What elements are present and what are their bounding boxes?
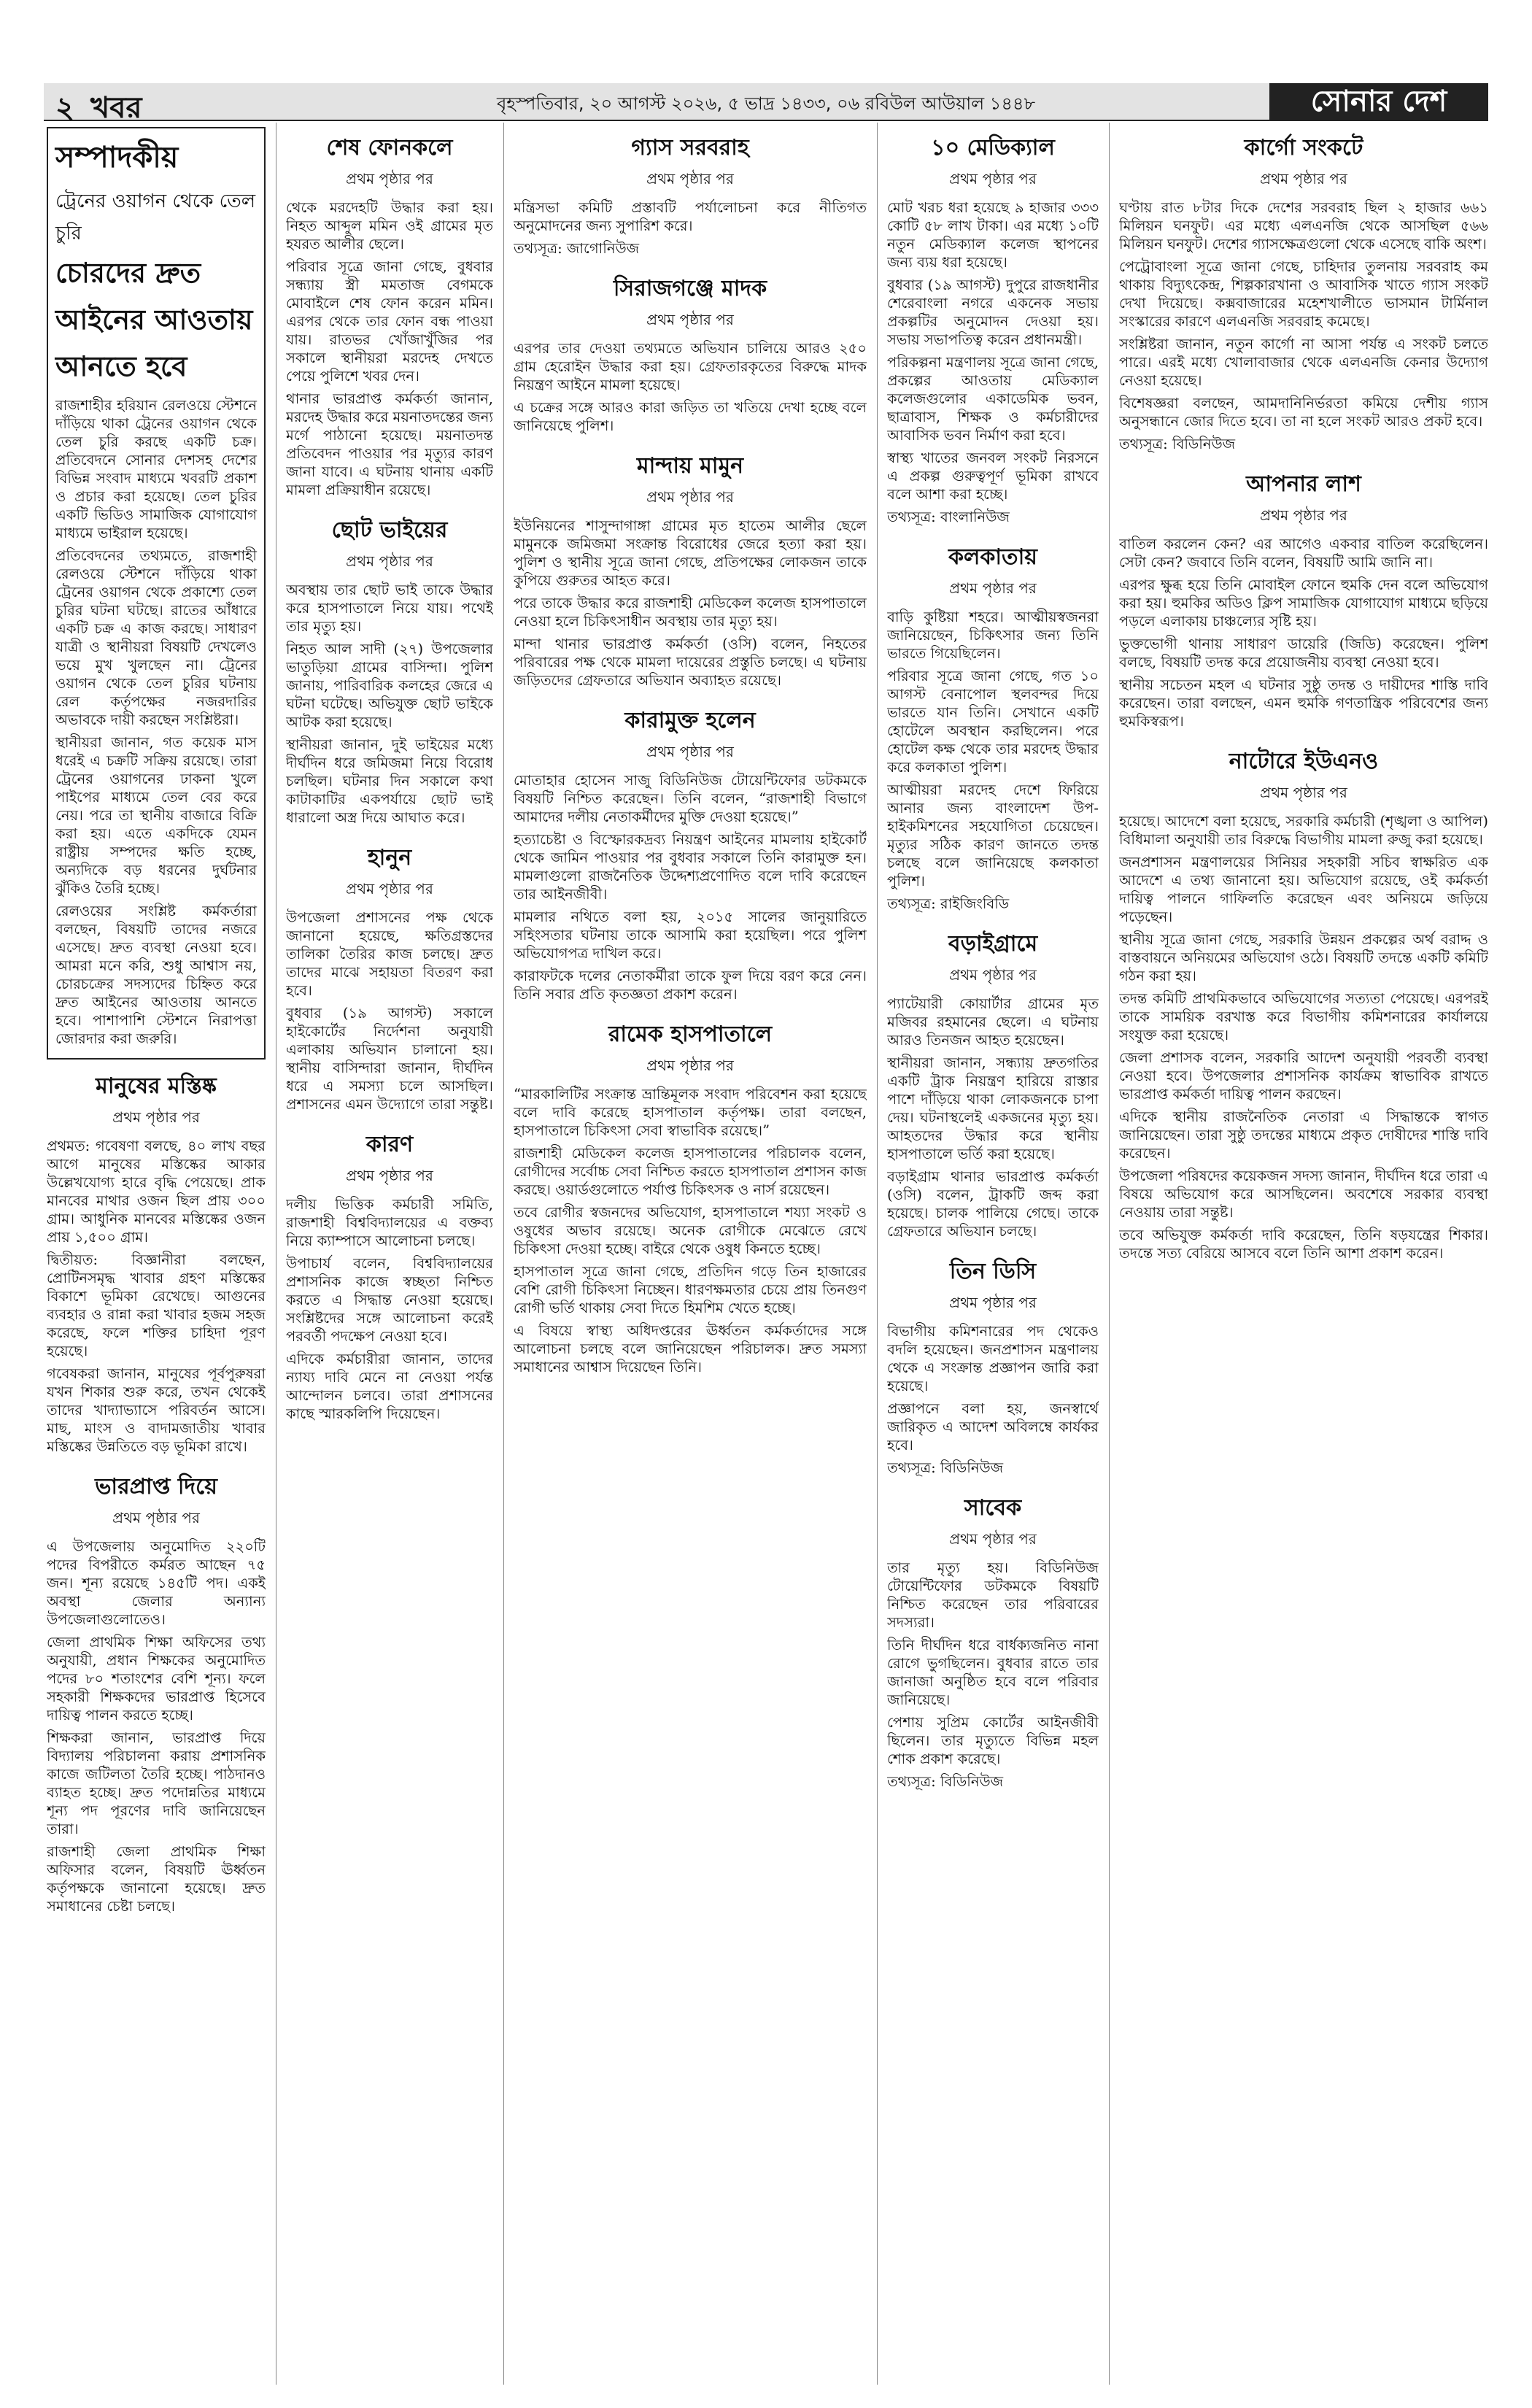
- story-corpse: [1119, 466, 1488, 730]
- story-headline: মান্দায় মামুন: [636, 453, 744, 479]
- story-kicker: প্রথম পৃষ্ঠার পর: [346, 552, 433, 570]
- story-paragraph: দ্বিতীয়ত: বিজ্ঞানীরা বলছেন, প্রোটিনসমৃদ্ধ খাবার গ্রহণ মস্তিষ্কের বিকাশে ভূমিকা রেখেছে। আগুনের ব্যবহার ও রান্না করা খাবার হজম সহজ করেছে, ফলে শক্তির চাহিদা পূরণ হয়েছে।: [47, 1251, 266, 1359]
- story-headline: হানুন: [367, 845, 412, 871]
- editorial-paragraph: স্থানীয়রা জানান, গত কয়েক মাস ধরেই এ চক্রটি সক্রিয় রয়েছে। তারা ট্রেনের ওয়াগনের ঢাকনা খুলে পাইপের মাধ্যমে তেল বের করে নেয়। পরে তা স্থানীয় বাজারে বিক্রি করা হয়। এতে একদিকে যেমন রাষ্ট্রীয় সম্পদের ক্ষতি হচ্ছে, অন্যদিকে বড় ধরনের দুর্ঘটনার ঝুঁকিও তৈরি হচ্ছে।: [55, 734, 257, 897]
- story-paragraph: মন্ত্রিসভা কমিটি প্রস্তাবটি পর্যালোচনা করে নীতিগত অনুমোদনের জন্য সুপারিশ করে।: [514, 199, 867, 234]
- story-gas: [514, 130, 867, 258]
- story-paragraph: তিনি দীর্ঘদিন ধরে বার্ধক্যজনিত নানা রোগে ভুগছিলেন। বুধবার রাতে তার জানাজা অনুষ্ঠিত হবে বলে পরিবার জানিয়েছে।: [887, 1637, 1099, 1708]
- section-name: খবর: [90, 91, 142, 125]
- story-paragraph: এদিকে স্থানীয় রাজনৈতিক নেতারা এ সিদ্ধান্তকে স্বাগত জানিয়েছেন। তারা সুষ্ঠু তদন্তের মাধ্যমে প্রকৃত দোষীদের শাস্তি দাবি করেছেন।: [1119, 1108, 1488, 1162]
- column-divider: [877, 123, 878, 2385]
- column-1: [47, 123, 266, 2385]
- story-paragraph: প্রথমত: গবেষণা বলছে, ৪০ লাখ বছর আগে মানুষের মস্তিষ্কের আকার উল্লেখযোগ্য হারে বৃদ্ধি পেয়েছে। প্রাক মানবের মাথার ওজন ছিল প্রায় ৩০০ গ্রাম। আধুনিক মানবের মস্তিষ্কের ওজন প্রায় ১,৫০০ গ্রাম।: [47, 1138, 266, 1246]
- story-paragraph: মোট খরচ ধরা হয়েছে ৯ হাজার ৩৩৩ কোটি ৫৮ লাখ টাকা। এর মধ্যে ১০টি নতুন মেডিক্যাল কলেজ স্থাপনের জন্য ব্যয় ধরা হয়েছে।: [887, 199, 1099, 271]
- story-paragraph: “মারকালিটির সংক্রান্ত ভ্রান্তিমূলক সংবাদ পরিবেশন করা হয়েছে বলে দাবি করেছে হাসপাতাল কর্তৃপক্ষ। তারা বলছেন, হাসপাতালে চিকিৎসা সেবা স্বাভাবিক রয়েছে।”: [514, 1086, 867, 1139]
- editorial-paragraph: রেলওয়ের সংশ্লিষ্ট কর্মকর্তারা বলছেন, বিষয়টি তাদের নজরে এসেছে। দ্রুত ব্যবস্থা নেওয়া হবে। আমরা মনে করি, শুধু আশ্বাস নয়, চোরচক্রের সদস্যদের চিহ্নিত করে দ্রুত আইনের আওতায় আনতে হবে। পাশাপাশি স্টেশনে নিরাপত্তা জোরদার করা জরুরি।: [55, 903, 257, 1047]
- story-paragraph: থানার ভারপ্রাপ্ত কর্মকর্তা জানান, মরদেহ উদ্ধার করে ময়নাতদন্তের জন্য মর্গে পাঠানো হয়েছে। ময়নাতদন্ত প্রতিবেদন পাওয়ার পর মৃত্যুর কারণ জানা যাবে। এ ঘটনায় থানায় একটি মামলা প্রক্রিয়াধীন রয়েছে।: [286, 390, 493, 498]
- story-paragraph: পরিবার সূত্রে জানা গেছে, গত ১০ আগস্ট বেনাপোল স্থলবন্দর দিয়ে ভারতে যান তিনি। সেখানে একটি হোটেলে অবস্থান করছিলেন। পরে হোটেল কক্ষ থেকে তার মরদেহ উদ্ধার করে কলকাতা পুলিশ।: [887, 668, 1099, 776]
- editorial-paragraph: প্রতিবেদনের তথ্যমতে, রাজশাহী রেলওয়ে স্টেশনে দাঁড়িয়ে থাকা ট্রেনের ওয়াগন থেকে প্রকাশ্যে তেল চুরির ঘটনা ঘটছে। রাতের আঁধারে একটি চক্র এ কাজ করছে। সাধারণ যাত্রী ও স্থানীয়রা বিষয়টি দেখলেও ভয়ে মুখ খুলছেন না। ট্রেনের ওয়াগন থেকে তেল চুরির ঘটনায় রেল কর্তৃপক্ষের নজরদারির অভাবকে দায়ী করছেন সংশ্লিষ্টরা।: [55, 547, 257, 728]
- story-kicker: প্রথম পৃষ্ঠার পর: [646, 170, 734, 188]
- story-paragraph: পেশায় সুপ্রিম কোর্টের আইনজীবী ছিলেন। তার মৃত্যুতে বিভিন্ন মহল শোক প্রকাশ করেছে।: [887, 1714, 1099, 1767]
- story-threedc: [887, 1254, 1099, 1477]
- story-ramek: [514, 1016, 867, 1376]
- story-brother: [286, 512, 493, 827]
- story-paragraph: উপজেলা পরিষদের কয়েকজন সদস্য জানান, দীর্ঘদিন ধরে তারা এ বিষয়ে অভিযোগ করে আসছিলেন। অবশেষে সরকার ব্যবস্থা নেওয়ায় তারা সন্তুষ্ট।: [1119, 1168, 1488, 1221]
- story-headline: নাটোরে ইউএনও: [1229, 749, 1379, 774]
- page-number: ২: [55, 91, 75, 125]
- story-headline: আপনার লাশ: [1246, 471, 1361, 497]
- story-paragraph: আত্মীয়রা মরদেহ দেশে ফিরিয়ে আনার জন্য বাংলাদেশ উপ-হাইকমিশনের সহযোগিতা চেয়েছেন। মৃত্যুর সঠিক কারণ জানতে তদন্ত চলছে বলে জানিয়েছে কলকাতা পুলিশ।: [887, 782, 1099, 890]
- story-paragraph: নিহত আল সাদী (২৭) উপজেলার ভাতুড়িয়া গ্রামের বাসিন্দা। পুলিশ জানায়, পারিবারিক কলহের জেরে এ ঘটনা ঘটেছে। অভিযুক্ত ছোট ভাইকে আটক করা হয়েছে।: [286, 641, 493, 730]
- story-paragraph: তার মৃত্যু হয়। বিডিনিউজ টোয়েন্টিফোর ডটকমকে বিষয়টি নিশ্চিত করেছেন তার পরিবারের সদস্যরা।: [887, 1559, 1099, 1631]
- story-paragraph: তথ্যসূত্র: বিডিনিউজ: [887, 1459, 1004, 1476]
- story-kicker: প্রথম পৃষ্ঠার পর: [1260, 506, 1347, 524]
- column-2: [286, 123, 493, 2385]
- story-promoted: [47, 1469, 266, 1915]
- story-paragraph: এ বিষয়ে স্বাস্থ্য অধিদপ্তরের ঊর্ধ্বতন কর্মকর্তাদের সঙ্গে আলোচনা চলছে বলে জানিয়েছেন পরিচালক। দ্রুত সমস্যা সমাধানের আশ্বাস দিয়েছেন তিনি।: [514, 1322, 867, 1375]
- story-paragraph: তবে রোগীর স্বজনদের অভিযোগ, হাসপাতালে শয্যা সংকট ও ওষুধের অভাব রয়েছে। অনেক রোগীকে মেঝেতে রেখে চিকিৎসা দেওয়া হচ্ছে। বাইরে থেকে ওষুধ কিনতে হচ্ছে।: [514, 1204, 867, 1257]
- story-kicker: প্রথম পৃষ্ঠার পর: [112, 1108, 200, 1126]
- story-paragraph: উপজেলা প্রশাসনের পক্ষ থেকে জানানো হয়েছে, ক্ষতিগ্রস্তদের তালিকা তৈরির কাজ চলছে। দ্রুত তাদের মাঝে সহায়তা বিতরণ করা হবে।: [286, 909, 493, 999]
- editorial-label: সম্পাদকীয়: [55, 140, 179, 174]
- story-paragraph: হাসপাতাল সূত্রে জানা গেছে, প্রতিদিন গড়ে তিন হাজারের বেশি রোগী চিকিৎসা নিচ্ছেন। ধারণক্ষমতার চেয়ে প্রায় তিনগুণ রোগী ভর্তি থাকায় সেবা দিতে হিমশিম খেতে হচ্ছে।: [514, 1263, 867, 1316]
- story-paragraph: এ উপজেলায় অনুমোদিত ২২০টি পদের বিপরীতে কর্মরত আছেন ৭৫ জন। শূন্য রয়েছে ১৪৫টি পদ। একই অবস্থা জেলার অন্যান্য উপজেলাগুলোতেও।: [47, 1538, 266, 1628]
- story-paragraph: স্থানীয়রা জানান, দুই ভাইয়ের মধ্যে দীর্ঘদিন ধরে জমিজমা নিয়ে বিরোধ চলছিল। ঘটনার দিন সকালে কথা কাটাকাটির একপর্যায়ে ছোট ভাই ধারালো অস্ত্র দিয়ে আঘাত করে।: [286, 736, 493, 826]
- story-headline: গ্যাস সরবরাহ: [631, 135, 749, 161]
- story-former: [887, 1490, 1099, 1791]
- story-paragraph: বাতিল করলেন কেন? এর আগেও একবার বাতিল করেছিলেন। সেটা কেন? জবাবে তিনি বলেন, বিষয়টি আমি জানি না।: [1119, 536, 1488, 571]
- story-paragraph: মান্দা থানার ভারপ্রাপ্ত কর্মকর্তা (ওসি) বলেন, নিহতের পরিবারের পক্ষ থেকে মামলা দায়েরের প্রস্তুতি চলছে। এ ঘটনায় জড়িতদের গ্রেফতারে অভিযান অব্যাহত রয়েছে।: [514, 636, 867, 689]
- story-kicker: প্রথম পৃষ্ঠার পর: [346, 170, 433, 188]
- story-paragraph: প্যাটেয়ারী কোয়ার্টার গ্রামের মৃত মজিবর রহমানের ছেলে। এ ঘটনায় আরও তিনজন আহত হয়েছেন।: [887, 995, 1099, 1049]
- story-paragraph: উপাচার্য বলেন, বিশ্ববিদ্যালয়ের প্রশাসনিক কাজে স্বচ্ছতা নিশ্চিত করতে এ সিদ্ধান্ত নেওয়া হয়েছে। সংশ্লিষ্টদের সঙ্গে আলোচনা করেই পরবর্তী পদক্ষেপ নেওয়া হবে।: [286, 1255, 493, 1345]
- story-kicker: প্রথম পৃষ্ঠার পর: [646, 743, 734, 760]
- story-paragraph: পেট্রোবাংলা সূত্রে জানা গেছে, চাহিদার তুলনায় সরবরাহ কম থাকায় বিদ্যুৎকেন্দ্র, শিল্পকারখানা ও আবাসিক খাতে গ্যাস সংকট দেখা দিয়েছে। কক্সবাজারের মহেশখালীতে ভাসমান টার্মিনাল সংস্কারের কারণে এলএনজি সরবরাহ কমেছে।: [1119, 258, 1488, 330]
- story-paragraph: বাড়ি কুষ্টিয়া শহরে। আত্মীয়স্বজনরা জানিয়েছেন, চিকিৎসার জন্য তিনি ভারতে গিয়েছিলেন।: [887, 609, 1099, 662]
- story-paragraph: ইউনিয়নের শাসুন্দাগাঙ্গা গ্রামের মৃত হাতেম আলীর ছেলে মামুনকে জমিজমা সংক্রান্ত বিরোধের জেরে হত্যা করা হয়। পুলিশ ও স্থানীয় সূত্রে জানা গেছে, প্রতিপক্ষের লোকজন তাকে কুপিয়ে গুরুতর আহত করে।: [514, 517, 867, 589]
- story-headline: কারণ: [365, 1132, 414, 1157]
- story-mamun: [514, 448, 867, 690]
- story-paragraph: সংশ্লিষ্টরা জানান, নতুন কার্গো না আসা পর্যন্ত এ সংকট চলতে পারে। এরই মধ্যে খোলাবাজার থেকে এলএনজি কেনার উদ্যোগ নেওয়া হয়েছে।: [1119, 336, 1488, 389]
- story-paragraph: তথ্যসূত্র: বাংলানিউজ: [887, 509, 1010, 525]
- story-paragraph: কারাফটকে দলের নেতাকর্মীরা তাকে ফুল দিয়ে বরণ করে নেন। তিনি সবার প্রতি কৃতজ্ঞতা প্রকাশ করেন।: [514, 968, 867, 1003]
- story-paragraph: পরিবার সূত্রে জানা গেছে, বুধবার সন্ধ্যায় স্ত্রী মমতাজ বেগমকে মোবাইলে শেষ ফোন করেন মমিন। এরপর থেকে তার ফোন বন্ধ পাওয়া যায়। রাতভর খোঁজাখুঁজির পর সকালে স্থানীয়রা মরদেহ দেখতে পেয়ে পুলিশে খবর দেন।: [286, 258, 493, 385]
- story-paragraph: মামলার নথিতে বলা হয়, ২০১৫ সালের জানুয়ারিতে সহিংসতার ঘটনায় তাকে আসামি করা হয়েছিল। পরে পুলিশ অভিযোগপত্র দাখিল করে।: [514, 908, 867, 962]
- story-headline: ১০ মেডিক্যাল: [931, 135, 1055, 161]
- story-kicker: প্রথম পৃষ্ঠার পর: [346, 1167, 433, 1184]
- story-headline: শেষ ফোনকলে: [326, 135, 453, 161]
- story-paragraph: দলীয় ভিত্তিক কর্মচারী সমিতি, রাজশাহী বিশ্ববিদ্যালয়ের এ বক্তব্য নিয়ে ক্যাম্পাসে আলোচনা চলছে।: [286, 1196, 493, 1249]
- story-kicker: প্রথম পৃষ্ঠার পর: [949, 170, 1037, 188]
- story-paragraph: তথ্যসূত্র: রাইজিংবিডি: [887, 895, 1010, 912]
- story-paragraph: পরে তাকে উদ্ধার করে রাজশাহী মেডিকেল কলেজ হাসপাতালে নেওয়া হলে চিকিৎসাধীন অবস্থায় তার মৃত্যু হয়।: [514, 595, 867, 630]
- story-kicker: প্রথম পৃষ্ঠার পর: [346, 880, 433, 898]
- story-paragraph: হয়েছে। আদেশে বলা হয়েছে, সরকারি কর্মচারী (শৃঙ্খলা ও আপিল) বিধিমালা অনুযায়ী তার বিরুদ্ধে বিভাগীয় মামলা রুজু করা হয়েছে।: [1119, 813, 1488, 848]
- story-headline: কারামুক্ত হলেন: [624, 708, 756, 733]
- story-medical: [887, 130, 1099, 526]
- column-divider: [503, 123, 504, 2385]
- column-3: [514, 123, 867, 2385]
- column-5: [1119, 123, 1488, 2385]
- story-headline: সাবেক: [964, 1495, 1022, 1521]
- story-headline: তিন ডিসি: [949, 1259, 1037, 1284]
- editorial-box: [47, 127, 266, 1060]
- dateline: বৃহস্পতিবার, ২০ আগস্ট ২০২৬, ৫ ভাদ্র ১৪৩৩, ০৬ রবিউল আউয়াল ১৪৪৮: [496, 93, 1036, 114]
- story-cargo: [1119, 130, 1488, 453]
- story-paragraph: বুধবার (১৯ আগস্ট) দুপুরে রাজধানীর শেরেবাংলা নগরে একনেক সভায় প্রকল্পটির অনুমোদন দেওয়া হয়। সভায় সভাপতিত্ব করেন প্রধানমন্ত্রী।: [887, 277, 1099, 348]
- story-paragraph: জেলা প্রশাসক বলেন, সরকারি আদেশ অনুযায়ী পরবর্তী ব্যবস্থা নেওয়া হবে। উপজেলার প্রশাসনিক কার্যক্রম স্বাভাবিক রাখতে ভারপ্রাপ্ত কর্মকর্তা দায়িত্ব পালন করছেন।: [1119, 1049, 1488, 1103]
- story-reason: [286, 1127, 493, 1423]
- story-paragraph: তদন্ত কমিটি প্রাথমিকভাবে অভিযোগের সত্যতা পেয়েছে। এরপরই তাকে সাময়িক বরখাস্ত করে বিভাগীয় কমিশনারের কার্যালয়ে সংযুক্ত করা হয়েছে।: [1119, 990, 1488, 1043]
- story-headline: মানুষের মস্তিষ্ক: [96, 1073, 217, 1099]
- story-headline: কলকাতায়: [948, 544, 1037, 570]
- story-kicker: প্রথম পৃষ্ঠার পর: [1260, 170, 1347, 188]
- story-paragraph: তথ্যসূত্র: বিডিনিউজ: [887, 1773, 1004, 1790]
- story-headline: ছোট ভাইয়ের: [331, 517, 448, 543]
- editorial-subtitle: ট্রেনের ওয়াগন থেকে তেল চুরি: [55, 190, 256, 244]
- story-paragraph: প্রজ্ঞাপনে বলা হয়, জনস্বার্থে জারিকৃত এ আদেশ অবিলম্বে কার্যকর হবে।: [887, 1400, 1099, 1454]
- masthead: [44, 83, 1488, 125]
- story-headline: রামেক হাসপাতালে: [608, 1022, 773, 1047]
- story-paragraph: মোতাহার হোসেন সাজু বিডিনিউজ টোয়েন্টিফোর ডটকমকে বিষয়টি নিশ্চিত করেছেন। তিনি বলেন, “রাজশাহী বিভাগে আমাদের দলীয় নেতাকর্মীদের মুক্তি দেওয়া হয়েছে।”: [514, 772, 867, 825]
- story-paragraph: বুধবার (১৯ আগস্ট) সকালে হাইকোর্টের নির্দেশনা অনুযায়ী এলাকায় অভিযান চালানো হয়। স্থানীয় বাসিন্দারা জানান, দীর্ঘদিন ধরে এ সমস্যা চলে আসছিল। প্রশাসনের এমন উদ্যোগে তারা সন্তুষ্ট।: [286, 1005, 493, 1113]
- story-kicker: প্রথম পৃষ্ঠার পর: [949, 579, 1037, 597]
- story-paragraph: ঘণ্টায় রাত ৮টার দিকে দেশের সরবরাহ ছিল ২ হাজার ৬৬১ মিলিয়ন ঘনফুট। এর মধ্যে এলএনজি থেকে আসছিল ৫৬৬ মিলিয়ন ঘনফুট। দেশের গ্যাসক্ষেত্রগুলো থেকে এসেছে বাকি অংশ।: [1119, 199, 1488, 252]
- story-kicker: প্রথম পৃষ্ঠার পর: [949, 1530, 1037, 1548]
- story-paragraph: এদিকে কর্মচারীরা জানান, তাদের ন্যায্য দাবি মেনে না নেওয়া পর্যন্ত আন্দোলন চলবে। তারা প্রশাসনের কাছে স্মারকলিপি দিয়েছেন।: [286, 1351, 493, 1422]
- story-kicker: প্রথম পৃষ্ঠার পর: [1260, 784, 1347, 801]
- story-paragraph: শিক্ষকরা জানান, ভারপ্রাপ্ত দিয়ে বিদ্যালয় পরিচালনা করায় প্রশাসনিক কাজে জটিলতা তৈরি হচ্ছে। পাঠদানও ব্যাহত হচ্ছে। দ্রুত পদোন্নতির মাধ্যমে শূন্য পদ পূরণের দাবি জানিয়েছেন তারা।: [47, 1729, 266, 1837]
- story-paragraph: ভুক্তভোগী থানায় সাধারণ ডায়েরি (জিডি) করেছেন। পুলিশ বলছে, বিষয়টি তদন্ত করে প্রয়োজনীয় ব্যবস্থা নেওয়া হবে।: [1119, 636, 1488, 671]
- editorial-headline: চোরদের দ্রুত আইনের আওতায় আনতে হবে: [55, 256, 253, 382]
- story-paragraph: স্থানীয় সূত্রে জানা গেছে, সরকারি উন্নয়ন প্রকল্পের অর্থ বরাদ্দ ও বাস্তবায়নে অনিয়মের অভিযোগ ওঠে। বিষয়টি তদন্তে একটি কমিটি গঠন করা হয়।: [1119, 931, 1488, 984]
- story-paragraph: এরপর ক্ষুব্ধ হয়ে তিনি মোবাইল ফোনে হুমকি দেন বলে অভিযোগ করা হয়। হুমকির অডিও ক্লিপ সামাজিক যোগাযোগ মাধ্যমে ছড়িয়ে পড়লে এলাকায় চাঞ্চল্যের সৃষ্টি হয়।: [1119, 576, 1488, 630]
- story-paragraph: স্বাস্থ্য খাতের জনবল সংকট নিরসনে এ প্রকল্প গুরুত্বপূর্ণ ভূমিকা রাখবে বলে আশা করা হচ্ছে।: [887, 449, 1099, 503]
- story-paragraph: রাজশাহী মেডিকেল কলেজ হাসপাতালের পরিচালক বলেন, রোগীদের সর্বোচ্চ সেবা নিশ্চিত করতে হাসপাতাল প্রশাসন কাজ করছে। ওয়ার্ডগুলোতে পর্যাপ্ত চিকিৎসক ও নার্স রয়েছেন।: [514, 1145, 867, 1198]
- story-paragraph: জনপ্রশাসন মন্ত্রণালয়ের সিনিয়র সহকারী সচিব স্বাক্ষরিত এক আদেশে এ তথ্য জানানো হয়। অভিযোগ রয়েছে, ওই কর্মকর্তা দায়িত্ব পালনে গাফিলতি করেছেন এবং অনিয়মে জড়িয়ে পড়েছেন।: [1119, 854, 1488, 925]
- story-hanun: [286, 840, 493, 1114]
- column-4: [887, 123, 1099, 2385]
- story-paragraph: থেকে মরদেহটি উদ্ধার করা হয়। নিহত আব্দুল মমিন ওই গ্রামের মৃত হযরত আলীর ছেলে।: [286, 199, 493, 252]
- story-kicker: প্রথম পৃষ্ঠার পর: [646, 1057, 734, 1074]
- story-headline: কার্গো সংকটে: [1244, 135, 1363, 161]
- column-divider: [1109, 123, 1110, 2385]
- story-paragraph: তথ্যসূত্র: বিডিনিউজ: [1119, 436, 1236, 452]
- story-headline: সিরাজগঞ্জে মাদক: [613, 276, 767, 301]
- story-paragraph: এ চক্রের সঙ্গে আরও কারা জড়িত তা খতিয়ে দেখা হচ্ছে বলে জানিয়েছে পুলিশ।: [514, 399, 867, 434]
- story-paragraph: হত্যাচেষ্টা ও বিস্ফোরকদ্রব্য নিয়ন্ত্রণ আইনের মামলায় হাইকোর্ট থেকে জামিন পাওয়ার পর বুধবার সকালে তিনি কারামুক্ত হন। মামলাগুলো রাজনৈতিক উদ্দেশ্যপ্রণোদিত বলে দাবি করেছেন তার আইনজীবী।: [514, 831, 867, 903]
- story-paragraph: পরিকল্পনা মন্ত্রণালয় সূত্রে জানা গেছে, প্রকল্পের আওতায় মেডিক্যাল কলেজগুলোর একাডেমিক ভবন, ছাত্রাবাস, শিক্ষক ও কর্মচারীদের আবাসিক ভবন নির্মাণ করা হবে।: [887, 354, 1099, 444]
- story-paragraph: স্থানীয় সচেতন মহল এ ঘটনার সুষ্ঠু তদন্ত ও দায়ীদের শাস্তি দাবি করেছেন। তারা বলছেন, এমন হুমকি গণতান্ত্রিক পরিবেশের জন্য হুমকিস্বরূপ।: [1119, 676, 1488, 730]
- story-paragraph: এরপর তার দেওয়া তথ্যমতে অভিযান চালিয়ে আরও ২৫০ গ্রাম হেরোইন উদ্ধার করা হয়। গ্রেফতারকৃতের বিরুদ্ধে মাদক নিয়ন্ত্রণ আইনে মামলা হয়েছে।: [514, 340, 867, 393]
- story-kolkata: [887, 539, 1099, 913]
- story-paragraph: স্থানীয়রা জানান, সন্ধ্যায় দ্রুতগতির একটি ট্রাক নিয়ন্ত্রণ হারিয়ে রাস্তার পাশে দাঁড়িয়ে থাকা লোকজনকে চাপা দেয়। ঘটনাস্থলেই একজনের মৃত্যু হয়। আহতদের উদ্ধার করে স্থানীয় হাসপাতালে ভর্তি করা হয়েছে।: [887, 1054, 1099, 1162]
- story-paragraph: বিভাগীয় কমিশনারের পদ থেকেও বদলি হয়েছেন। জনপ্রশাসন মন্ত্রণালয় থেকে এ সংক্রান্ত প্রজ্ঞাপন জারি করা হয়েছে।: [887, 1323, 1099, 1394]
- story-paragraph: বিশেষজ্ঞরা বলছেন, আমদানিনির্ভরতা কমিয়ে দেশীয় গ্যাস অনুসন্ধানে জোর দিতে হবে। তা না হলে সংকট আরও প্রকট হবে।: [1119, 395, 1488, 430]
- story-paragraph: তথ্যসূত্র: জাগোনিউজ: [514, 240, 640, 257]
- story-kicker: প্রথম পৃষ্ঠার পর: [646, 311, 734, 328]
- story-headline: বড়াইগ্রামে: [948, 931, 1038, 957]
- story-paragraph: জেলা প্রাথমিক শিক্ষা অফিসের তথ্য অনুযায়ী, প্রধান শিক্ষকের অনুমোদিত পদের ৮০ শতাংশের বেশি শূন্য। ফলে সহকারী শিক্ষকদের ভারপ্রাপ্ত হিসেবে দায়িত্ব পালন করতে হচ্ছে।: [47, 1634, 266, 1724]
- story-brain: [47, 1068, 266, 1456]
- story-kicker: প্রথম পৃষ্ঠার পর: [112, 1509, 200, 1527]
- story-phone: [286, 130, 493, 499]
- story-kicker: প্রথম পৃষ্ঠার পর: [949, 1294, 1037, 1311]
- story-kicker: প্রথম পৃষ্ঠার পর: [949, 966, 1037, 984]
- story-paragraph: তবে অভিযুক্ত কর্মকর্তা দাবি করেছেন, তিনি ষড়যন্ত্রের শিকার। তদন্তে সত্য বেরিয়ে আসবে বলে তিনি আশা প্রকাশ করেন।: [1119, 1227, 1488, 1262]
- newspaper-logo: সোনার দেশ: [1269, 83, 1488, 120]
- story-prison: [514, 703, 867, 1003]
- editorial-paragraph: রাজশাহীর হরিয়ান রেলওয়ে স্টেশনে দাঁড়িয়ে থাকা ট্রেনের ওয়াগন থেকে তেল চুরি করছে একটি চক্র। প্রতিবেদনে সোনার দেশসহ দেশের বিভিন্ন সংবাদ মাধ্যমে খবরটি প্রকাশ ও প্রচার করা হয়েছে। তেল চুরির একটি ভিডিও সামাজিক যোগাযোগ মাধ্যমে ভাইরাল হয়েছে।: [55, 397, 257, 541]
- story-natore: [1119, 744, 1488, 1262]
- story-baraigram: [887, 926, 1099, 1240]
- story-paragraph: বড়াইগ্রাম থানার ভারপ্রাপ্ত কর্মকর্তা (ওসি) বলেন, ট্রাকটি জব্দ করা হয়েছে। চালক পালিয়ে গেছে। তাকে গ্রেফতারে অভিযান চলছে।: [887, 1168, 1099, 1240]
- story-paragraph: অবস্থায় তার ছোট ভাই তাকে উদ্ধার করে হাসপাতালে নিয়ে যায়। পথেই তার মৃত্যু হয়।: [286, 582, 493, 635]
- story-paragraph: রাজশাহী জেলা প্রাথমিক শিক্ষা অফিসার বলেন, বিষয়টি ঊর্ধ্বতন কর্তৃপক্ষকে জানানো হয়েছে। দ্রুত সমাধানের চেষ্টা চলছে।: [47, 1843, 266, 1915]
- story-headline: ভারপ্রাপ্ত দিয়ে: [95, 1474, 217, 1500]
- story-paragraph: গবেষকরা জানান, মানুষের পূর্বপুরুষরা যখন শিকার শুরু করে, তখন থেকেই তাদের খাদ্যাভ্যাসে পরিবর্তন আসে। মাছ, মাংস ও বাদামজাতীয় খাবার মস্তিষ্কের উন্নতিতে বড় ভূমিকা রাখে।: [47, 1365, 266, 1455]
- story-kicker: প্রথম পৃষ্ঠার পর: [646, 488, 734, 506]
- story-sirajganj: [514, 271, 867, 435]
